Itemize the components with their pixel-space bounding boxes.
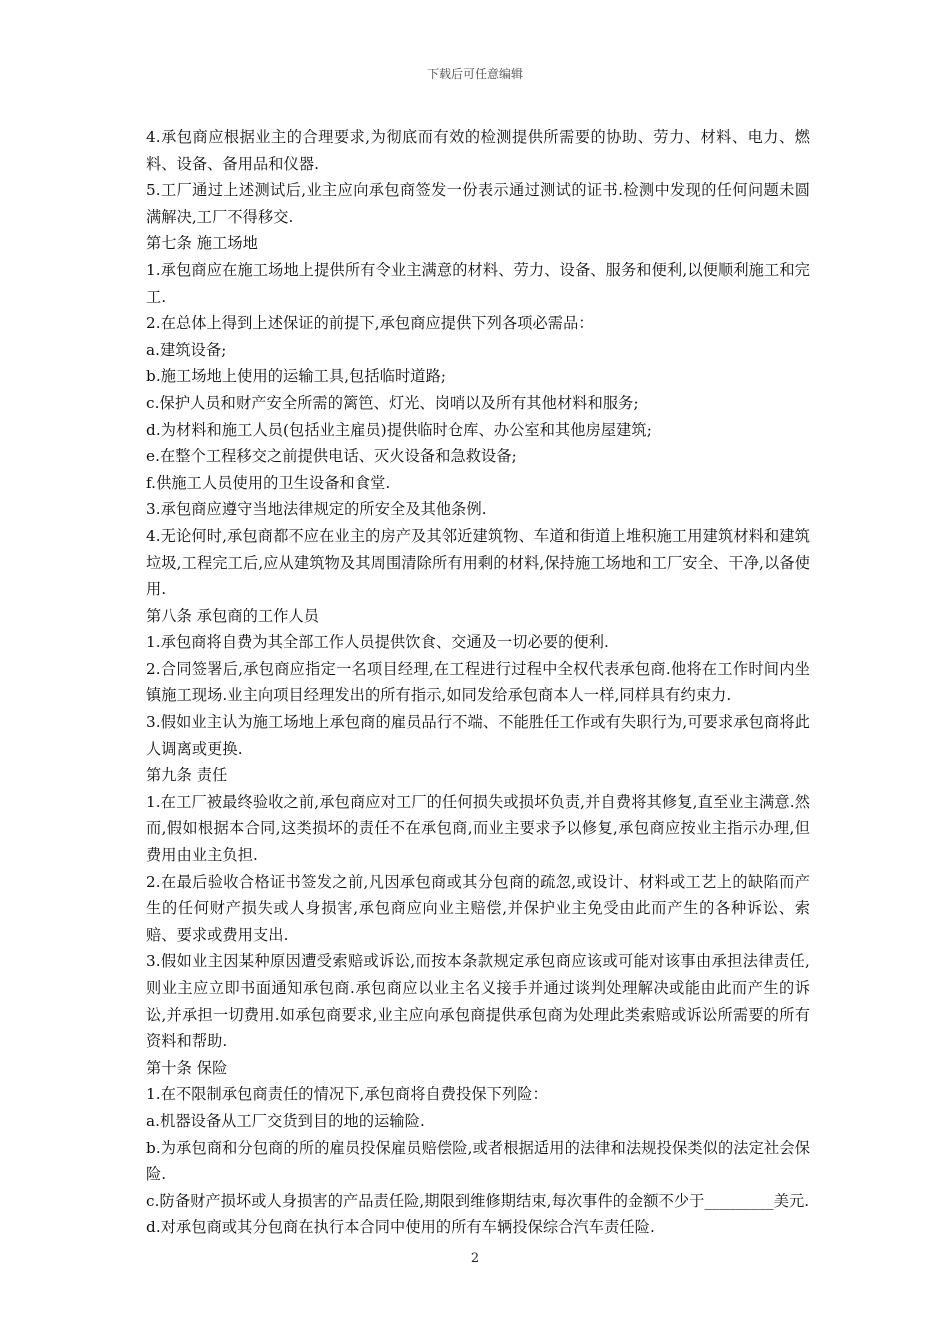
list-item-7-2-c: c.保护人员和财产安全所需的篱笆、灯光、岗哨以及所有其他材料和服务;: [146, 393, 639, 412]
paragraph-7-4: 4.无论何时,承包商都不应在业主的房产及其邻近建筑物、车道和街道上堆积施工用建筑材料和建筑垃圾,工程完工后,应从建筑物及其周围清除所有用剩的材料,保持施工场地和工厂安全、干净,以备使用.: [146, 526, 810, 599]
list-item-10-1-b: b.为承包商和分包商的所的雇员投保雇员赔偿险,或者根据适用的法律和法规投保类似的法定社会保险.: [146, 1138, 810, 1184]
list-item-10-1-a: a.机器设备从工厂交货到目的地的运输险.: [146, 1111, 425, 1130]
paragraph-10-1: 1.在不限制承包商责任的情况下,承包商将自费投保下列险：: [146, 1085, 548, 1104]
list-item-7-2-e: e.在整个工程移交之前提供电话、灭火设备和急救设备;: [146, 447, 517, 466]
paragraph-4-testing-assistance: 4.承包商应根据业主的合理要求,为彻底而有效的检测提供所需要的协助、劳力、材料、电力、燃料、设备、备用品和仪器.: [146, 128, 810, 173]
list-item-10-1-d: d.对承包商或其分包商在执行本合同中使用的所有车辆投保综合汽车责任险.: [146, 1218, 655, 1237]
paragraph-7-1: 1.承包商应在施工场地上提供所有令业主满意的材料、劳力、设备、服务和便利,以便顺利施工和完工.: [146, 260, 810, 306]
document-body: [146, 124, 810, 1241]
list-item-10-1-c: c.防备财产损坏或人身损害的产品责任险,期限到维修期结束,每次事件的金额不少于_________美元.: [146, 1191, 810, 1210]
paragraph-8-2: 2.合同签署后,承包商应指定一名项目经理,在工程进行过程中全权代表承包商.他将在工作时间内坐镇施工现场.业主向项目经理发出的所有指示,如同发给承包商本人一样,同样具有约束力.: [146, 659, 810, 705]
section-heading-article-8: 第八条 承包商的工作人员: [146, 606, 320, 625]
paragraph-8-1: 1.承包商将自费为其全部工作人员提供饮食、交通及一切必要的便利.: [146, 633, 609, 652]
paragraph-9-2: 2.在最后验收合格证书签发之前,凡因承包商或其分包商的疏忽,或设计、材料或工艺上的缺陷而产生的任何财产损失或人身损害,承包商应向业主赔偿,并保护业主免受由此而产生的各种诉讼、索赔、要求或费用支出.: [146, 872, 810, 944]
page-number: 2: [470, 1251, 480, 1266]
paragraph-9-3: 3.假如业主因某种原因遭受索赔或诉讼,而按本条款规定承包商应该或可能对该事由承担法律责任,则业主应立即书面通知承包商.承包商应以业主名义接手并通过谈判处理解决或能由此而产生的诉讼,并承担一切费用.如承包商要求,业主应向承包商提供承包商为处理此类索赔或诉讼所需要的所有资料和帮助.: [146, 952, 810, 1051]
list-item-7-2-f: f.供施工人员使用的卫生设备和食堂.: [146, 473, 391, 492]
section-heading-article-10: 第十条 保险: [146, 1058, 228, 1077]
paragraph-5-test-certificate: 5.工厂通过上述测试后,业主应向承包商签发一份表示通过测试的证书.检测中发现的任何问题未圆满解决,工厂不得移交.: [146, 181, 810, 226]
paragraph-9-1: 1.在工厂被最终验收之前,承包商应对工厂的任何损失或损坏负责,并自费将其修复,直至业主满意.然而,假如根据本合同,这类损坏的责任不在承包商,而业主要求予以修复,承包商应按业主指示办理,但费用由业主负担.: [146, 792, 810, 865]
list-item-7-2-a: a.建筑设备;: [146, 340, 227, 359]
section-heading-article-9: 第九条 责任: [146, 766, 228, 785]
list-item-7-2-b: b.施工场地上使用的运输工具,包括临时道路;: [146, 367, 447, 386]
paragraph-8-3: 3.假如业主认为施工场地上承包商的雇员品行不端、不能胜任工作或有失职行为,可要求承包商将此人调离或更换.: [146, 713, 810, 758]
page-header: 下载后可任意编辑: [426, 67, 523, 81]
list-item-7-2-d: d.为材料和施工人员(包括业主雇员)提供临时仓库、办公室和其他房屋建筑;: [146, 420, 652, 439]
paragraph-7-2: 2.在总体上得到上述保证的前提下,承包商应提供下列各项必需品：: [146, 314, 594, 333]
section-heading-article-7: 第七条 施工场地: [146, 234, 258, 253]
paragraph-7-3: 3.承包商应遵守当地法律规定的所安全及其他条例.: [146, 500, 487, 519]
